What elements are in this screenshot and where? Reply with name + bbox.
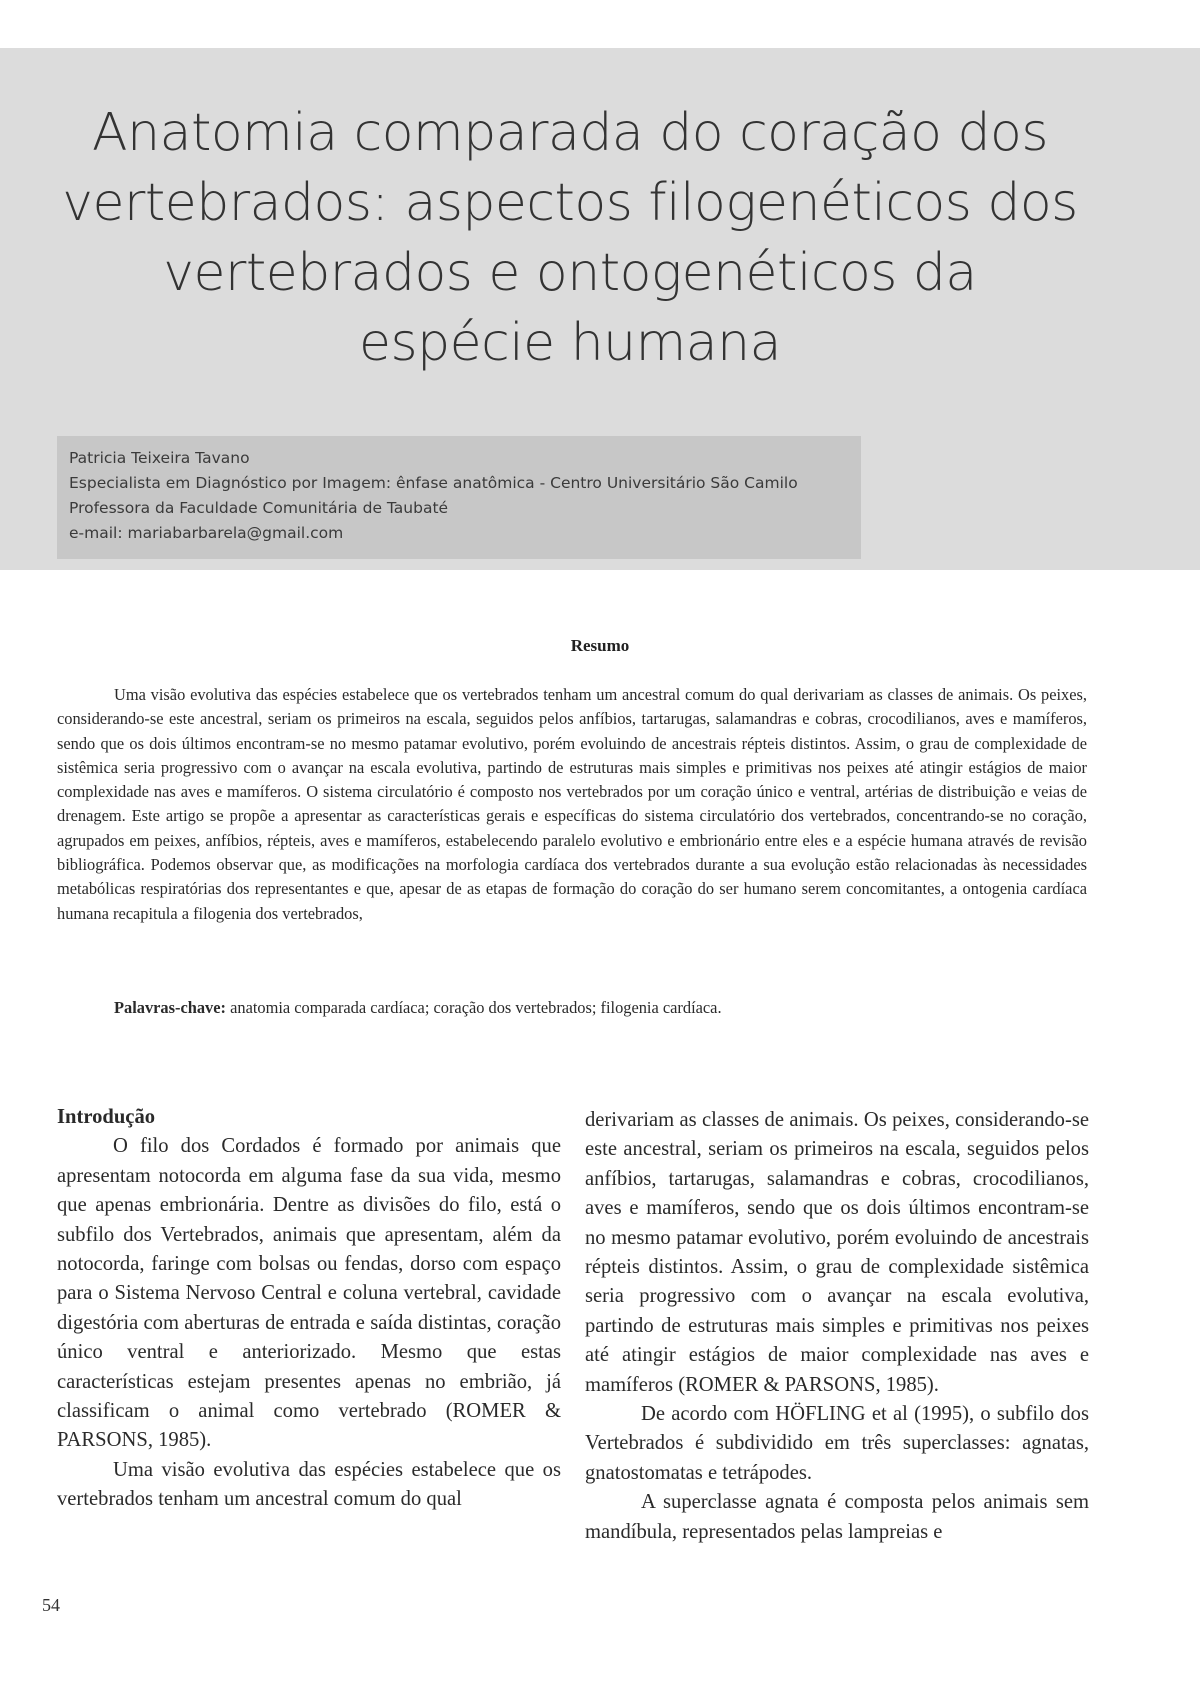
keywords-text: anatomia comparada cardíaca; coração dos vertebrados; filogenia cardíaca. <box>230 998 722 1017</box>
keywords <box>114 998 1084 1018</box>
intro-paragraph-4: A superclasse agnata é composta pelos animais sem mandíbula, representados pelas lampreias e <box>585 1491 1089 1543</box>
author-affiliation-1: Especialista em Diagnóstico por Imagem: ênfase anatômica - Centro Universitário São Camilo <box>69 474 798 492</box>
author-box <box>57 436 861 559</box>
intro-paragraph-3: De acordo com HÖFLING et al (1995), o subfilo dos Vertebrados é subdividido em três superclasses: agnatas, gnatostomatas e tetrápodes. <box>585 1403 1089 1484</box>
article-title: Anatomia comparada do coração dos vertebrados: aspectos filogenéticos dos vertebrados e ontogenéticos da espécie humana <box>62 103 1078 373</box>
intro-paragraph-2-continued: derivariam as classes de animais. Os peixes, considerando-se este ancestral, seriam os primeiros na escala, seguidos pelos anfíbios, tartarugas, salamandras e cobras, crocodilianos, aves e mamíferos, sendo que os dois últimos encontram-se no mesmo patamar evolutivo, porém evoluindo de ancestrais répteis distintos. Assim, o grau de complexidade sistêmica seria progressivo com o avançar na escala evolutiva, partindo de estruturas mais simples e primitivas nos peixes até atingir estágios de maior complexidade nas aves e mamíferos (ROMER & PARSONS, 1985). <box>585 1109 1089 1396</box>
abstract-text: Uma visão evolutiva das espécies estabelece que os vertebrados tenham um ancestral comum do qual derivariam as classes de animais. Os peixes, considerando-se este ancestral, seriam os primeiros na escala, seguidos pelos anfíbios, tartarugas, salamandras e cobras, crocodilianos, aves e mamíferos, sendo que os dois últimos encontram-se no mesmo patamar evolutivo, porém evoluindo de ancestrais répteis distintos. Assim, o grau de complexidade de sistêmica seria progressivo com o avançar na escala evolutiva, partindo de estruturas mais simples e primitivas nos peixes até atingir estágios de maior complexidade nas aves e mamíferos. O sistema circulatório é composto nos vertebrados por um coração único e ventral, artérias de distribuição e veias de drenagem. Este artigo se propõe a apresentar as características gerais e específicas do sistema circulatório dos vertebrados, concentrando-se no coração, agrupados em peixes, anfíbios, répteis, aves e mamíferos, estabelecendo paralelo evolutivo e embrionário entre eles e a espécie humana através de revisão bibliográfica. Podemos observar que, as modificações na morfologia cardíaca dos vertebrados durante a sua evolução estão relacionadas às necessidades metabólicas respiratórias dos representantes e que, apesar de as etapas de formação do coração do ser humano serem concomitantes, a ontogenia cardíaca humana recapitula a filogenia dos vertebrados, <box>57 685 1087 923</box>
keywords-label: Palavras-chave: <box>114 998 226 1017</box>
page-number: 54 <box>42 1595 60 1615</box>
introduction-heading: Introdução <box>57 1106 156 1128</box>
author-affiliation-2: Professora da Faculdade Comunitária de Taubaté <box>69 499 449 517</box>
right-column <box>585 1106 1089 1547</box>
author-name: Patricia Teixeira Tavano <box>69 449 250 467</box>
abstract-heading: Resumo <box>570 636 630 655</box>
intro-paragraph-2-start: Uma visão evolutiva das espécies estabelece que os vertebrados tenham um ancestral comum do qual <box>57 1458 561 1511</box>
left-column <box>57 1103 561 1515</box>
author-email: e-mail: mariabarbarela@gmail.com <box>69 524 344 542</box>
intro-paragraph-1: O filo dos Cordados é formado por animais que apresentam notocorda em alguma fase da sua vida, mesmo que apenas embrionária. Dentre as divisões do filo, está o subfilo dos Vertebrados, animais que apresentam, além da notocorda, faringe com bolsas ou fendas, dorso com espaço para o Sistema Nervoso Central e coluna vertebral, cavidade digestória com aberturas de entrada e saída distintas, coração único ventral e anteriorizado. Mesmo que estas características estejam presentes apenas no embrião, já classificam o animal como vertebrado (ROMER & PARSONS, 1985). <box>57 1135 561 1452</box>
